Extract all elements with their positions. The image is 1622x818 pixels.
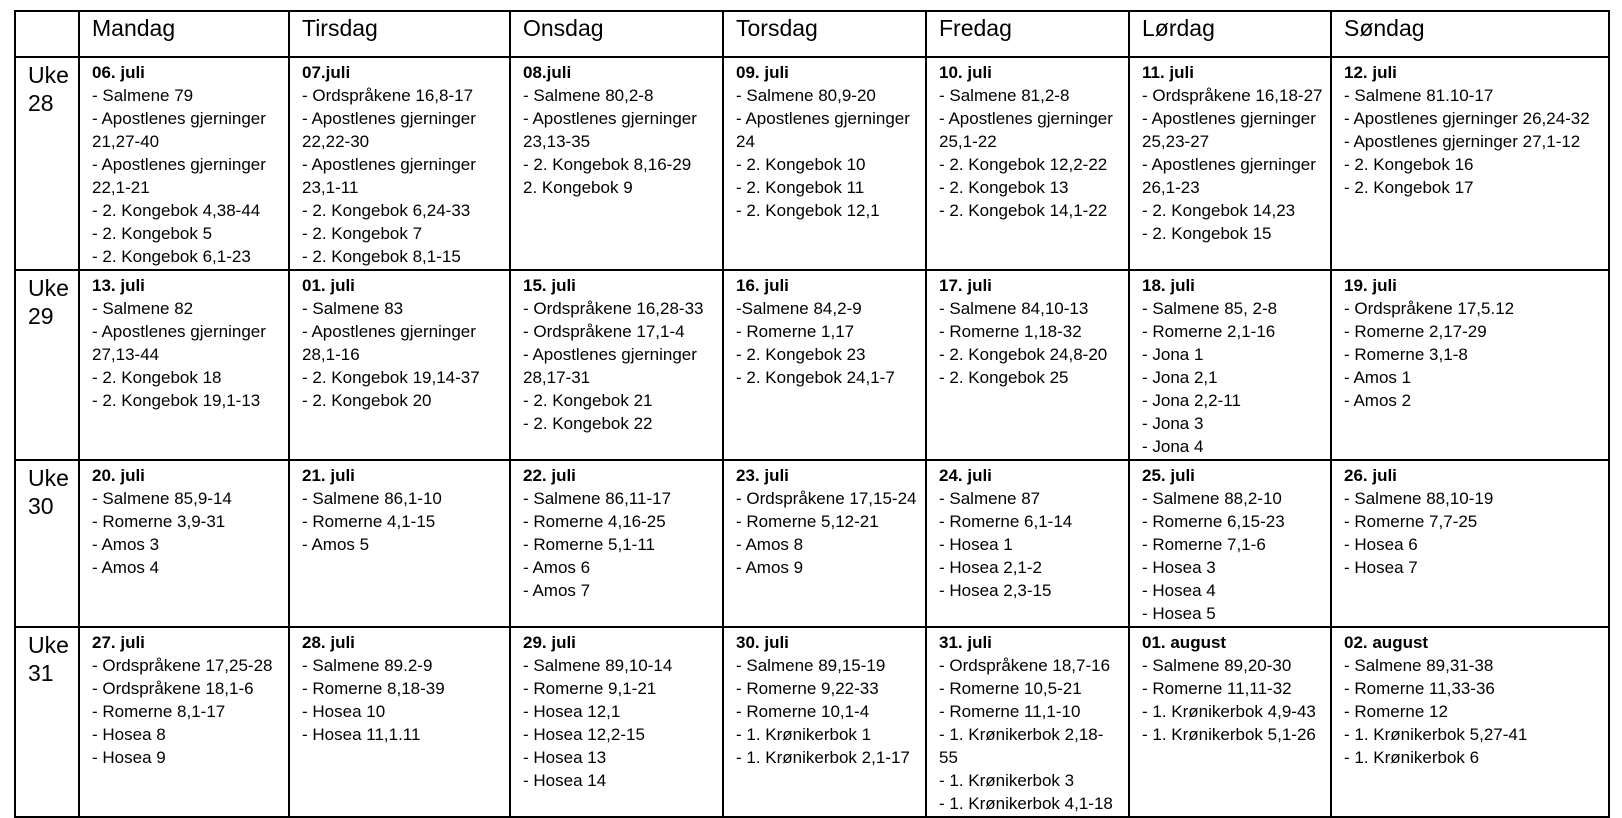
reading-list	[92, 297, 282, 412]
day-header-tirsdag: Tirsdag	[289, 11, 510, 57]
cell-date: 22. juli	[523, 466, 576, 485]
day-cell	[926, 627, 1129, 817]
week-label: Uke 28	[15, 57, 79, 270]
reading-item: - Amos 6	[523, 558, 591, 577]
day-cell	[723, 57, 926, 270]
reading-item: - Apostlenes gjerninger 26,1-23	[1142, 155, 1316, 197]
header-row	[15, 11, 1609, 57]
reading-item: - Amos 2	[1344, 391, 1412, 410]
cell-date: 18. juli	[1142, 276, 1195, 295]
reading-item: - Ordspråkene 17,25-28	[92, 656, 273, 675]
reading-item: - 2. Kongebok 18	[92, 368, 222, 387]
reading-item: - Hosea 2,3-15	[939, 581, 1052, 600]
reading-item: 2. Kongebok 9	[523, 178, 633, 197]
reading-item: -Salmene 84,2-9	[736, 299, 862, 318]
day-cell	[1331, 460, 1609, 627]
reading-list	[736, 84, 919, 222]
reading-item: - Salmene 85, 2-8	[1142, 299, 1278, 318]
day-cell	[510, 460, 723, 627]
reading-item: - 2. Kongebok 23	[736, 345, 866, 364]
reading-item: - Salmene 86,11-17	[523, 489, 672, 508]
reading-item: - Ordspråkene 17,15-24	[736, 489, 917, 508]
reading-item: - 1. Krønikerbok 4,9-43	[1142, 702, 1316, 721]
reading-item: - Amos 7	[523, 581, 591, 600]
reading-item: - Romerne 6,15-23	[1142, 512, 1285, 531]
reading-item: - Ordspråkene 18,1-6	[92, 679, 254, 698]
cell-date: 02. august	[1344, 633, 1429, 652]
reading-item: - Amos 9	[736, 558, 804, 577]
reading-list	[92, 654, 282, 769]
reading-item: - Jona 4	[1142, 437, 1204, 456]
reading-item: - Romerne 9,22-33	[736, 679, 879, 698]
reading-item: - Apostlenes gjerninger 27,1-12	[1344, 132, 1581, 151]
cell-date: 28. juli	[302, 633, 355, 652]
reading-item: - Salmene 89.2-9	[302, 656, 433, 675]
reading-list	[939, 654, 1122, 815]
reading-item: - 2. Kongebok 19,1-13	[92, 391, 261, 410]
reading-item: - Salmene 89,20-30	[1142, 656, 1292, 675]
reading-item: - Romerne 6,1-14	[939, 512, 1073, 531]
reading-item: - Romerne 5,12-21	[736, 512, 879, 531]
week-label: Uke 30	[15, 460, 79, 627]
day-header-lordag: Lørdag	[1129, 11, 1331, 57]
reading-item: - Hosea 13	[523, 748, 607, 767]
reading-item: - 1. Krønikerbok 3	[939, 771, 1075, 790]
day-cell	[79, 460, 289, 627]
reading-item: - 2. Kongebok 17	[1344, 178, 1474, 197]
reading-item: - Apostlenes gjerninger 22,1-21	[92, 155, 266, 197]
day-cell	[723, 460, 926, 627]
reading-list	[523, 654, 716, 792]
reading-item: - Hosea 3	[1142, 558, 1216, 577]
reading-item: - 2. Kongebok 11	[736, 178, 865, 197]
reading-item: - Hosea 2,1-2	[939, 558, 1042, 577]
reading-item: - Romerne 11,1-10	[939, 702, 1081, 721]
reading-item: - Apostlenes gjerninger 21,27-40	[92, 109, 266, 151]
reading-item: - 2. Kongebok 7	[302, 224, 423, 243]
reading-item: - 2. Kongebok 24,1-7	[736, 368, 895, 387]
reading-item: - Romerne 3,1-8	[1344, 345, 1468, 364]
reading-item: - Hosea 8	[92, 725, 166, 744]
reading-item: - Jona 1	[1142, 345, 1204, 364]
reading-item: - 2. Kongebok 19,14-37	[302, 368, 480, 387]
cell-date: 17. juli	[939, 276, 992, 295]
reading-item: - Salmene 88,2-10	[1142, 489, 1282, 508]
day-cell	[289, 627, 510, 817]
week-row	[15, 270, 1609, 460]
day-header-sondag: Søndag	[1331, 11, 1609, 57]
reading-item: - Apostlenes gjerninger 26,24-32	[1344, 109, 1590, 128]
cell-date: 12. juli	[1344, 63, 1397, 82]
day-cell	[1129, 57, 1331, 270]
cell-date: 31. juli	[939, 633, 992, 652]
reading-item: - 1. Krønikerbok 5,27-41	[1344, 725, 1528, 744]
reading-list	[302, 487, 503, 556]
week-row	[15, 627, 1609, 817]
reading-item: - Amos 8	[736, 535, 804, 554]
reading-list	[939, 487, 1122, 602]
reading-item: - Salmene 84,10-13	[939, 299, 1089, 318]
reading-item: - 2. Kongebok 22	[523, 414, 653, 433]
reading-item: - Salmene 89,10-14	[523, 656, 673, 675]
reading-item: - 1. Krønikerbok 2,1-17	[736, 748, 910, 767]
day-cell	[79, 57, 289, 270]
reading-item: - Romerne 1,18-32	[939, 322, 1082, 341]
cell-date: 24. juli	[939, 466, 992, 485]
reading-item: - 2. Kongebok 24,8-20	[939, 345, 1108, 364]
cell-date: 13. juli	[92, 276, 145, 295]
day-cell	[1331, 627, 1609, 817]
reading-item: - Hosea 14	[523, 771, 607, 790]
reading-item: - Salmene 86,1-10	[302, 489, 442, 508]
week-label: Uke 31	[15, 627, 79, 817]
reading-list	[939, 297, 1122, 389]
cell-date: 16. juli	[736, 276, 789, 295]
reading-list	[302, 84, 503, 268]
reading-item: - Apostlenes gjerninger 27,13-44	[92, 322, 266, 364]
reading-item: - 1. Krønikerbok 5,1-26	[1142, 725, 1316, 744]
reading-item: - 2. Kongebok 13	[939, 178, 1069, 197]
reading-item: - Romerne 12	[1344, 702, 1448, 721]
reading-item: - Apostlenes gjerninger 22,22-30	[302, 109, 476, 151]
reading-item: - 1. Krønikerbok 1	[736, 725, 872, 744]
reading-item: - 2. Kongebok 6,1-23	[92, 247, 251, 266]
day-header-fredag: Fredag	[926, 11, 1129, 57]
reading-item: - Salmene 81.10-17	[1344, 86, 1494, 105]
day-cell	[79, 627, 289, 817]
day-cell	[723, 627, 926, 817]
reading-item: - Jona 2,1	[1142, 368, 1218, 387]
reading-item: - Romerne 7,1-6	[1142, 535, 1266, 554]
reading-item: - Salmene 79	[92, 86, 194, 105]
reading-list	[92, 487, 282, 579]
day-header-onsdag: Onsdag	[510, 11, 723, 57]
reading-list	[1344, 487, 1602, 579]
reading-plan-table	[14, 10, 1610, 818]
cell-date: 01. juli	[302, 276, 355, 295]
cell-date: 11. juli	[1142, 63, 1194, 82]
reading-item: - Ordspråkene 18,7-16	[939, 656, 1111, 675]
reading-item: - Salmene 89,31-38	[1344, 656, 1494, 675]
reading-item: - 2. Kongebok 12,1	[736, 201, 880, 220]
day-cell	[289, 57, 510, 270]
plan-body	[15, 57, 1609, 817]
reading-item: - 2. Kongebok 25	[939, 368, 1069, 387]
reading-item: - Romerne 7,7-25	[1344, 512, 1478, 531]
day-cell	[1331, 57, 1609, 270]
reading-item: - Romerne 8,1-17	[92, 702, 226, 721]
cell-date: 23. juli	[736, 466, 789, 485]
cell-date: 20. juli	[92, 466, 145, 485]
reading-list	[1344, 84, 1602, 199]
reading-item: - Salmene 81,2-8	[939, 86, 1070, 105]
corner-cell	[15, 11, 79, 57]
cell-date: 10. juli	[939, 63, 992, 82]
reading-list	[1142, 654, 1324, 746]
day-cell	[79, 270, 289, 460]
cell-date: 26. juli	[1344, 466, 1397, 485]
reading-item: - Apostlenes gjerninger 24	[736, 109, 910, 151]
reading-list	[302, 297, 503, 412]
reading-item: - Salmene 80,9-20	[736, 86, 876, 105]
day-cell	[510, 270, 723, 460]
reading-item: - Ordspråkene 16,18-27	[1142, 86, 1323, 105]
day-cell	[510, 57, 723, 270]
reading-item: - Romerne 10,1-4	[736, 702, 870, 721]
reading-item: - Salmene 89,15-19	[736, 656, 886, 675]
cell-date: 01. august	[1142, 633, 1227, 652]
reading-item: - Jona 2,2-11	[1142, 391, 1241, 410]
reading-list	[523, 297, 716, 435]
reading-item: - 2. Kongebok 16	[1344, 155, 1474, 174]
reading-item: - 2. Kongebok 8,1-15	[302, 247, 461, 266]
reading-item: - Ordspråkene 16,8-17	[302, 86, 474, 105]
reading-list	[1344, 297, 1602, 412]
reading-item: - Romerne 1,17	[736, 322, 855, 341]
week-row	[15, 460, 1609, 627]
reading-item: - Romerne 11,33-36	[1344, 679, 1495, 698]
reading-item: - 1. Krønikerbok 2,18-55	[939, 725, 1104, 767]
reading-item: - Ordspråkene 17,1-4	[523, 322, 685, 341]
week-label: Uke 29	[15, 270, 79, 460]
day-header-mandag: Mandag	[79, 11, 289, 57]
reading-item: - 2. Kongebok 14,23	[1142, 201, 1296, 220]
reading-item: - Salmene 82	[92, 299, 194, 318]
reading-list	[736, 487, 919, 579]
reading-item: - Hosea 10	[302, 702, 386, 721]
reading-item: - Apostlenes gjerninger 25,1-22	[939, 109, 1113, 151]
reading-item: - 2. Kongebok 21	[523, 391, 653, 410]
reading-item: - Hosea 12,2-15	[523, 725, 645, 744]
reading-item: - Romerne 11,11-32	[1142, 679, 1292, 698]
cell-date: 08.juli	[523, 63, 572, 82]
reading-item: - Hosea 4	[1142, 581, 1216, 600]
reading-list	[1344, 654, 1602, 769]
cell-date: 21. juli	[302, 466, 355, 485]
reading-item: - 2. Kongebok 20	[302, 391, 432, 410]
reading-list	[1142, 297, 1324, 458]
reading-item: - Amos 4	[92, 558, 160, 577]
reading-item: - 2. Kongebok 4,38-44	[92, 201, 261, 220]
reading-list	[736, 654, 919, 769]
reading-item: - 2. Kongebok 8,16-29	[523, 155, 692, 174]
week-row	[15, 57, 1609, 270]
day-cell	[1129, 270, 1331, 460]
reading-item: - Romerne 2,1-16	[1142, 322, 1276, 341]
reading-item: - 2. Kongebok 12,2-22	[939, 155, 1108, 174]
day-cell	[926, 57, 1129, 270]
reading-item: - Hosea 5	[1142, 604, 1216, 623]
reading-item: - Amos 3	[92, 535, 160, 554]
reading-item: - Hosea 6	[1344, 535, 1418, 554]
cell-date: 29. juli	[523, 633, 576, 652]
reading-item: - 2. Kongebok 14,1-22	[939, 201, 1108, 220]
cell-date: 15. juli	[523, 276, 576, 295]
reading-item: - Romerne 2,17-29	[1344, 322, 1487, 341]
day-cell	[926, 460, 1129, 627]
reading-item: - Hosea 11,1.11	[302, 725, 421, 744]
reading-item: - 2. Kongebok 6,24-33	[302, 201, 471, 220]
reading-list	[302, 654, 503, 746]
reading-item: - 2. Kongebok 15	[1142, 224, 1272, 243]
reading-item: - Romerne 4,16-25	[523, 512, 666, 531]
reading-item: - Jona 3	[1142, 414, 1204, 433]
day-cell	[1129, 460, 1331, 627]
day-cell	[1331, 270, 1609, 460]
reading-item: - Salmene 85,9-14	[92, 489, 232, 508]
cell-date: 07.juli	[302, 63, 351, 82]
cell-date: 06. juli	[92, 63, 145, 82]
reading-item: - Romerne 8,18-39	[302, 679, 445, 698]
reading-item: - Romerne 3,9-31	[92, 512, 226, 531]
day-cell	[1129, 627, 1331, 817]
reading-item: - Salmene 83	[302, 299, 404, 318]
reading-item: - Hosea 9	[92, 748, 166, 767]
cell-date: 19. juli	[1344, 276, 1397, 295]
reading-item: - Romerne 10,5-21	[939, 679, 1082, 698]
reading-item: - Amos 1	[1344, 368, 1412, 387]
reading-item: - 1. Krønikerbok 4,1-18	[939, 794, 1113, 813]
reading-item: - Hosea 1	[939, 535, 1013, 554]
reading-list	[939, 84, 1122, 222]
reading-item: - Romerne 4,1-15	[302, 512, 436, 531]
day-cell	[289, 460, 510, 627]
reading-list	[1142, 487, 1324, 625]
day-cell	[723, 270, 926, 460]
reading-item: - Romerne 9,1-21	[523, 679, 657, 698]
reading-list	[92, 84, 282, 268]
day-cell	[926, 270, 1129, 460]
reading-list	[1142, 84, 1324, 245]
reading-item: - 2. Kongebok 10	[736, 155, 866, 174]
reading-item: - Apostlenes gjerninger 25,23-27	[1142, 109, 1316, 151]
reading-item: - Apostlenes gjerninger 28,1-16	[302, 322, 476, 364]
reading-item: - 1. Krønikerbok 6	[1344, 748, 1480, 767]
reading-item: - Apostlenes gjerninger 23,13-35	[523, 109, 697, 151]
reading-item: - Apostlenes gjerninger 23,1-11	[302, 155, 476, 197]
reading-item: - Ordspråkene 17,5.12	[1344, 299, 1515, 318]
reading-item: - Apostlenes gjerninger 28,17-31	[523, 345, 697, 387]
reading-list	[736, 297, 919, 389]
reading-item: - Hosea 12,1	[523, 702, 621, 721]
reading-item: - Amos 5	[302, 535, 370, 554]
reading-item: - Salmene 88,10-19	[1344, 489, 1494, 508]
day-cell	[510, 627, 723, 817]
reading-item: - Ordspråkene 16,28-33	[523, 299, 704, 318]
reading-item: - Romerne 5,1-11	[523, 535, 655, 554]
reading-item: - Salmene 80,2-8	[523, 86, 654, 105]
cell-date: 25. juli	[1142, 466, 1195, 485]
day-header-torsdag: Torsdag	[723, 11, 926, 57]
day-cell	[289, 270, 510, 460]
cell-date: 30. juli	[736, 633, 789, 652]
cell-date: 27. juli	[92, 633, 145, 652]
cell-date: 09. juli	[736, 63, 789, 82]
reading-item: - Salmene 87	[939, 489, 1041, 508]
reading-list	[523, 487, 716, 602]
reading-item: - Hosea 7	[1344, 558, 1418, 577]
reading-list	[523, 84, 716, 199]
reading-item: - 2. Kongebok 5	[92, 224, 213, 243]
